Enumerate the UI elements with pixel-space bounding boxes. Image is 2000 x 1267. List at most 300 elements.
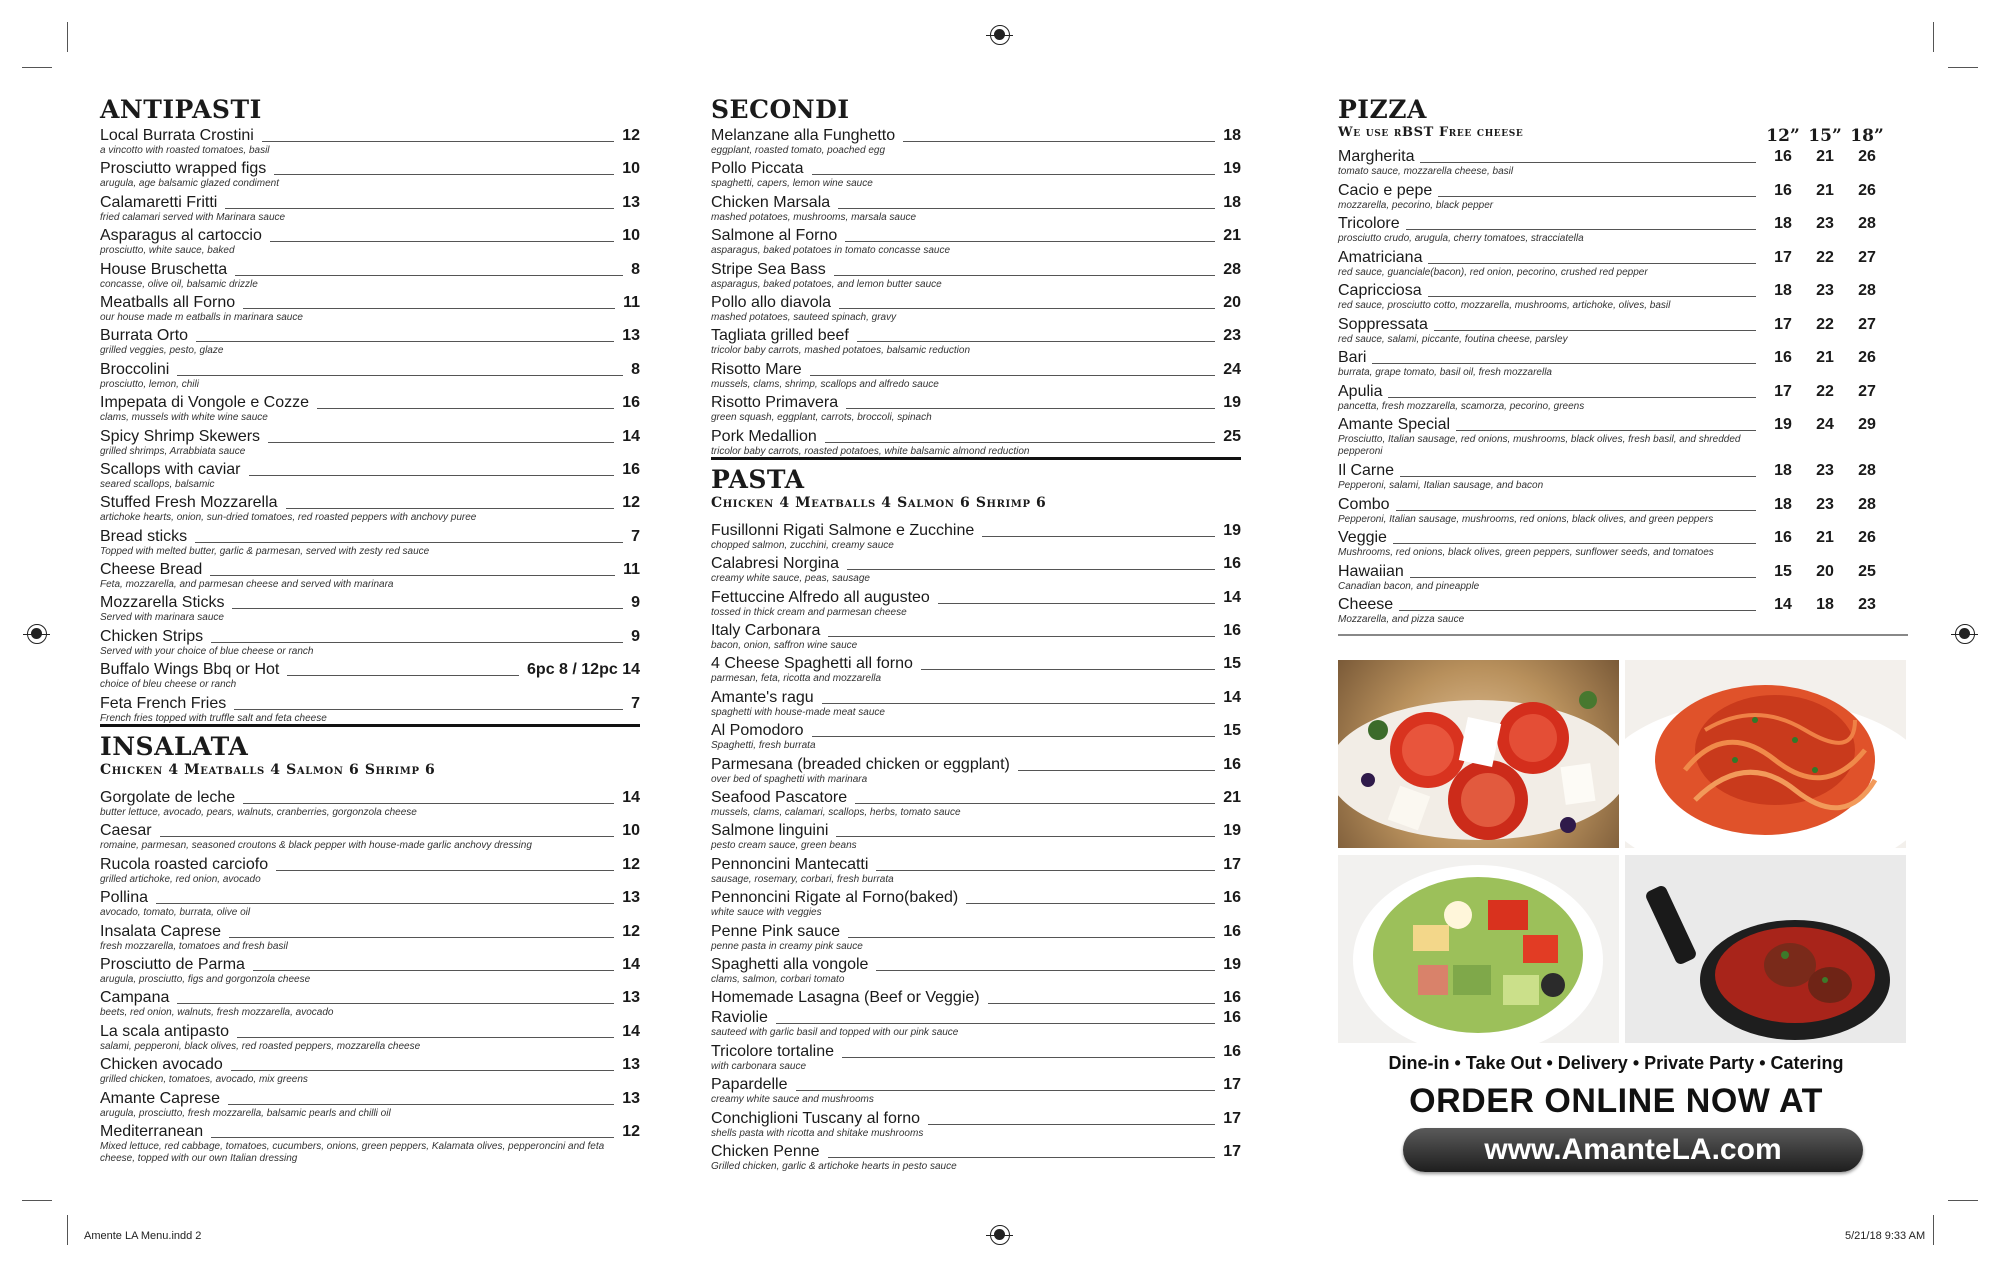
menu-item-description: bacon, onion, saffron wine sauce	[711, 640, 858, 652]
leader-line	[825, 442, 1215, 443]
menu-item-name: House Bruschetta	[100, 260, 228, 278]
menu-item-description: grilled artichoke, red onion, avocado	[100, 873, 261, 885]
pizza-item	[1338, 347, 1888, 381]
menu-item-description: penne pasta in creamy pink sauce	[711, 940, 863, 952]
menu-item-price: 19	[1223, 521, 1241, 539]
menu-item-description: a vincotto with roasted tomatoes, basil	[100, 145, 270, 156]
menu-item-description: with carbonara sauce	[711, 1060, 807, 1072]
menu-item-description: prosciutto, lemon, chili	[100, 378, 199, 390]
menu-item-description: mashed potatoes, mushrooms, marsala sauce	[711, 211, 917, 223]
menu-item-price: 14	[622, 427, 640, 445]
menu-item-name: Amante Caprese	[100, 1089, 221, 1107]
column-antipasti-insalata	[100, 95, 640, 1164]
pizza-price-large: 26	[1858, 349, 1876, 366]
leader-line	[1388, 397, 1756, 398]
pizza-item	[1338, 460, 1888, 494]
size-label-large: 18”	[1850, 126, 1884, 146]
pizza-price-large: 27	[1858, 382, 1876, 400]
leader-line	[1410, 577, 1756, 578]
menu-item-description: green squash, eggplant, carrots, broccoli, spinach	[711, 412, 932, 424]
pizza-price-medium: 21	[1816, 148, 1834, 165]
menu-item-description: grilled veggies, pesto, glaze	[100, 345, 224, 357]
menu-item-name: Prosciutto wrapped figs	[100, 160, 267, 178]
menu-item-description: asparagus, baked potatoes, and lemon butter sauce	[711, 278, 942, 290]
menu-item-name: Campana	[100, 989, 170, 1007]
menu-item-description: Served with your choice of blue cheese or ranch	[100, 645, 314, 657]
leader-line	[812, 736, 1216, 737]
menu-item-name: Penne Pink sauce	[711, 922, 840, 940]
menu-item-row	[100, 820, 640, 840]
menu-item-price: 12	[622, 855, 640, 873]
menu-item-description: clams, mussels with white wine sauce	[100, 412, 268, 424]
leader-line	[848, 937, 1215, 938]
leader-line	[237, 1037, 614, 1038]
menu-item-price: 18	[1223, 193, 1241, 211]
pizza-price-large: 28	[1858, 215, 1876, 232]
menu-item-description: butter lettuce, avocado, pears, walnuts, cranberries, gorgonzola cheese	[100, 807, 417, 819]
pizza-item-description: Mozzarella, and pizza sauce	[1338, 614, 1465, 625]
menu-item	[711, 653, 1241, 686]
antipasti-list	[100, 125, 640, 726]
menu-item-row	[711, 225, 1241, 245]
menu-item-name: Spicy Shrimp Skewers	[100, 427, 261, 445]
menu-item-price: 6pc 8 / 12pc 14	[527, 661, 640, 679]
menu-item-name: Al Pomodoro	[711, 722, 804, 740]
menu-item-row	[711, 653, 1241, 673]
leader-line	[1018, 770, 1215, 771]
menu-item-price: 16	[1223, 755, 1241, 773]
menu-item-name: Caesar	[100, 822, 152, 840]
pizza-price-medium: 24	[1816, 416, 1834, 433]
pizza-price-large: 28	[1858, 462, 1876, 479]
menu-item-name: Tricolore tortaline	[711, 1042, 835, 1060]
menu-item	[100, 392, 640, 425]
menu-item	[100, 125, 640, 158]
menu-item-name: Burrata Orto	[100, 327, 189, 345]
pizza-item-name: Amatriciana	[1338, 248, 1423, 266]
leader-line	[231, 1070, 614, 1071]
menu-item	[711, 426, 1241, 459]
menu-item	[100, 526, 640, 559]
pizza-item-description: tomato sauce, mozzarella cheese, basil	[1338, 166, 1514, 177]
menu-item-description: beets, red onion, walnuts, fresh mozzarella, avocado	[100, 1007, 334, 1019]
pizza-item-row	[1338, 347, 1888, 367]
menu-item-price: 15	[1223, 655, 1241, 673]
photo-spaghetti	[1625, 660, 1906, 848]
leader-line	[1428, 296, 1756, 297]
menu-item-row	[711, 720, 1241, 740]
pizza-item-row	[1338, 280, 1888, 300]
menu-item-row	[711, 887, 1241, 907]
menu-item-row	[100, 887, 640, 907]
menu-item	[711, 325, 1241, 358]
menu-item	[711, 1074, 1241, 1107]
menu-item-name: Fusillonni Rigati Salmone e Zucchine	[711, 521, 975, 539]
pizza-price-small: 17	[1774, 315, 1792, 333]
leader-line	[232, 608, 623, 609]
menu-item-price: 7	[631, 527, 640, 545]
pizza-price-large: 27	[1858, 248, 1876, 266]
pizza-item-description: red sauce, prosciutto cotto, mozzarella, mushrooms, artichoke, olives, basil	[1338, 300, 1671, 311]
menu-item-price: 13	[622, 193, 640, 211]
menu-item-name: Prosciutto de Parma	[100, 955, 245, 973]
menu-item	[711, 158, 1241, 191]
menu-item-price: 12	[622, 922, 640, 940]
leader-line	[857, 341, 1215, 342]
menu-item-description: shells pasta with ricotta and shitake mushrooms	[711, 1127, 924, 1139]
pizza-item-row	[1338, 247, 1888, 267]
menu-item-row	[100, 854, 640, 874]
menu-item-row	[100, 693, 640, 713]
leader-line	[243, 803, 614, 804]
menu-item	[100, 192, 640, 225]
menu-item-row	[711, 687, 1241, 707]
pizza-price-small: 18	[1774, 215, 1792, 232]
menu-item-name: Pollo allo diavola	[711, 293, 832, 311]
pizza-item-name: Combo	[1338, 495, 1390, 513]
menu-item-description: mussels, clams, shrimp, scallops and alfredo sauce	[711, 378, 939, 390]
menu-item-description: prosciutto, white sauce, baked	[100, 245, 235, 257]
menu-item	[711, 887, 1241, 920]
pizza-price-small: 18	[1774, 495, 1792, 513]
menu-item	[100, 987, 640, 1020]
menu-item-name: Homemade Lasagna (Beef or Veggie)	[711, 989, 980, 1007]
leader-line	[1420, 162, 1756, 163]
menu-item-price: 12	[622, 127, 640, 144]
menu-item-description: romaine, parmesan, seasoned croutons & black pepper with house-made garlic anchovy dressing	[100, 840, 532, 852]
menu-item-price: 14	[622, 955, 640, 973]
menu-item-price: 17	[1223, 1142, 1241, 1160]
menu-item	[711, 225, 1241, 258]
menu-item-row	[711, 921, 1241, 941]
menu-item-row	[100, 1088, 640, 1108]
menu-item-description: spaghetti, capers, lemon wine sauce	[711, 178, 873, 190]
menu-item-price: 16	[622, 394, 640, 412]
leader-line	[177, 375, 623, 376]
menu-item-price: 23	[1223, 327, 1241, 345]
leader-line	[845, 241, 1215, 242]
menu-item-description: Spaghetti, fresh burrata	[711, 740, 816, 752]
menu-item-row	[100, 559, 640, 579]
menu-item-row	[711, 587, 1241, 607]
website-url-link[interactable]: www.AmanteLA.com	[1403, 1128, 1863, 1172]
menu-item-description: spaghetti with house-made meat sauce	[711, 706, 885, 718]
pizza-price-small: 16	[1774, 349, 1792, 366]
leader-line	[796, 1090, 1216, 1091]
leader-line	[834, 275, 1215, 276]
menu-item-row	[711, 520, 1241, 540]
menu-item-price: 25	[1223, 427, 1241, 445]
menu-item-name: Bread sticks	[100, 527, 188, 545]
pizza-item-description: pancetta, fresh mozzarella, scamorza, pecorino, greens	[1338, 400, 1585, 412]
menu-item-price: 13	[622, 889, 640, 907]
menu-item-name: Asparagus al cartoccio	[100, 227, 262, 245]
menu-item-row	[711, 426, 1241, 446]
menu-item	[100, 693, 640, 726]
menu-item-row	[100, 459, 640, 479]
menu-item	[711, 125, 1241, 158]
size-label-small: 12”	[1766, 126, 1800, 146]
services-line: Dine-in • Take Out • Delivery • Private Party • Catering	[1388, 1053, 1844, 1073]
leader-line	[1393, 543, 1756, 544]
menu-item-row	[100, 259, 640, 279]
menu-item-price: 11	[623, 561, 640, 579]
pizza-price-medium: 21	[1816, 181, 1834, 199]
pizza-price-medium: 20	[1816, 562, 1834, 580]
menu-item-description: sausage, rosemary, corbari, fresh burrata	[711, 873, 894, 885]
menu-item-name: Feta French Fries	[100, 694, 227, 712]
pizza-price-small: 19	[1774, 416, 1792, 433]
pizza-item-row	[1338, 381, 1888, 401]
pizza-item-row	[1338, 180, 1888, 200]
menu-item-price: 13	[622, 1089, 640, 1107]
pizza-item-name: Hawaiian	[1338, 562, 1404, 580]
photo-chopped-salad	[1338, 855, 1619, 1043]
menu-item-row	[100, 325, 640, 345]
menu-item-description: creamy white sauce and mushrooms	[711, 1094, 874, 1106]
menu-item-price: 16	[1223, 1009, 1241, 1027]
menu-item	[711, 587, 1241, 620]
menu-item-price: 16	[1223, 989, 1241, 1007]
pizza-price-small: 15	[1774, 562, 1792, 580]
menu-item-name: Pollina	[100, 889, 149, 907]
pizza-item-row	[1338, 414, 1888, 434]
menu-item	[711, 520, 1241, 553]
pizza-item-description: Pepperoni, salami, Italian sausage, and bacon	[1338, 480, 1544, 491]
pizza-price-large: 27	[1858, 315, 1876, 333]
pizza-price-large: 26	[1858, 181, 1876, 199]
menu-item-price: 10	[622, 227, 640, 245]
pasta-list	[711, 520, 1241, 1174]
registration-mark-icon	[990, 1225, 1010, 1245]
leader-line	[270, 241, 614, 242]
photo-meatball-skillet	[1625, 855, 1906, 1043]
menu-item-row	[100, 292, 640, 312]
menu-item-name: Spaghetti alla vongole	[711, 955, 869, 973]
insalata-list	[100, 787, 640, 1164]
pizza-item-row	[1338, 460, 1888, 480]
menu-item	[711, 553, 1241, 586]
menu-item-price: 9	[631, 627, 640, 645]
menu-item-price: 10	[622, 822, 640, 840]
menu-item	[711, 392, 1241, 425]
leader-line	[838, 208, 1215, 209]
menu-item-description: eggplant, roasted tomato, poached egg	[711, 145, 886, 156]
pizza-price-small: 17	[1774, 248, 1792, 266]
menu-item	[711, 1041, 1241, 1074]
leader-line	[225, 208, 614, 209]
menu-item-row	[100, 954, 640, 974]
menu-item-name: Gorgolate de leche	[100, 789, 236, 807]
menu-item-description: clams, salmon, corbari tomato	[711, 973, 845, 985]
menu-item-row	[100, 626, 640, 646]
leader-line	[1456, 430, 1756, 431]
section-title-secondi: SECONDI	[711, 95, 850, 124]
menu-item-name: Pollo Piccata	[711, 160, 804, 178]
menu-item-row	[100, 125, 640, 145]
menu-item-price: 24	[1223, 360, 1241, 378]
section-subtitle-insalata: Chicken 4 Meatballs 4 Salmon 6 Shrimp 6	[100, 762, 436, 779]
menu-item-name: La scala antipasto	[100, 1022, 229, 1040]
photo-caprese-salad	[1338, 660, 1619, 848]
pizza-item-description: Prosciutto, Italian sausage, red onions, mushrooms, black olives, fresh basil, and shredded pepperoni	[1338, 434, 1741, 457]
menu-item	[100, 854, 640, 887]
menu-item-description: fresh mozzarella, tomatoes and fresh basil	[100, 940, 288, 952]
leader-line	[1428, 263, 1756, 264]
menu-item-name: Mozzarella Sticks	[100, 594, 225, 612]
pizza-item-name: Cheese	[1338, 596, 1394, 613]
menu-item-description: seared scallops, balsamic	[100, 478, 215, 490]
pizza-price-large: 26	[1858, 529, 1876, 546]
menu-item-description: sauteed with garlic basil and topped with our pink sauce	[711, 1027, 959, 1039]
menu-item-name: Stuffed Fresh Mozzarella	[100, 494, 278, 512]
menu-item-name: Local Burrata Crostini	[100, 127, 254, 144]
meatball-skillet-illustration	[1625, 855, 1906, 1043]
pizza-item-row	[1338, 594, 1888, 614]
leader-line	[855, 803, 1215, 804]
menu-item-row	[100, 392, 640, 412]
menu-item-price: 16	[1223, 889, 1241, 907]
registration-mark-icon	[1955, 624, 1975, 644]
menu-item-description: artichoke hearts, onion, sun-dried tomatoes, red roasted peppers with anchovy puree	[100, 512, 477, 524]
menu-item-row	[711, 1141, 1241, 1161]
menu-item-description: white sauce with veggies	[711, 907, 822, 919]
leader-line	[286, 508, 615, 509]
menu-item-name: Salmone al Forno	[711, 227, 838, 245]
leader-line	[1434, 330, 1756, 331]
menu-item-price: 16	[1223, 622, 1241, 640]
section-subtitle-pizza: We use rBST Free cheese	[1338, 125, 1524, 140]
pizza-header	[1338, 96, 1888, 146]
menu-item-price: 17	[1223, 855, 1241, 873]
pizza-item-name: Tricolore	[1338, 215, 1400, 232]
menu-item	[100, 921, 640, 954]
leader-line	[828, 636, 1215, 637]
menu-item-description: tricolor baby carrots, mashed potatoes, balsamic reduction	[711, 345, 971, 357]
crop-mark	[1933, 1215, 1934, 1245]
menu-item-price: 8	[631, 260, 640, 278]
leader-line	[196, 341, 614, 342]
leader-line	[836, 836, 1215, 837]
section-divider	[1338, 634, 1908, 636]
menu-item-row	[711, 292, 1241, 312]
menu-item	[711, 192, 1241, 225]
menu-item-row	[711, 987, 1241, 1007]
leader-line	[839, 308, 1215, 309]
pizza-price-small: 18	[1774, 462, 1792, 479]
menu-item-row	[100, 987, 640, 1007]
leader-line	[812, 174, 1216, 175]
menu-item-name: Raviolie	[711, 1009, 768, 1027]
menu-item-name: Conchiglioni Tuscany al forno	[711, 1109, 921, 1127]
menu-item-price: 16	[1223, 922, 1241, 940]
section-subtitle-pasta: Chicken 4 Meatballs 4 Salmon 6 Shrimp 6	[711, 494, 1047, 511]
leader-line	[903, 141, 1215, 142]
menu-item	[711, 787, 1241, 820]
pizza-item	[1338, 280, 1888, 314]
menu-item	[711, 687, 1241, 720]
pizza-item-name: Il Carne	[1338, 462, 1395, 479]
menu-item-row	[711, 754, 1241, 774]
menu-item-name: Calamaretti Fritti	[100, 193, 218, 211]
leader-line	[982, 536, 1215, 537]
leader-line	[268, 442, 614, 443]
menu-item-row	[100, 359, 640, 379]
menu-item	[100, 1054, 640, 1087]
pizza-size-labels	[1762, 126, 1888, 146]
crop-mark	[1933, 22, 1934, 52]
leader-line	[274, 174, 614, 175]
menu-item-price: 16	[1223, 555, 1241, 573]
menu-item-description: salami, pepperoni, black olives, red roasted peppers, mozzarella cheese	[100, 1040, 421, 1052]
menu-item-name: Pennoncini Mantecatti	[711, 855, 869, 873]
menu-item	[100, 820, 640, 853]
menu-item-row	[100, 192, 640, 212]
menu-item-price: 14	[1223, 588, 1241, 606]
menu-item-description: our house made m eatballs in marinara sauce	[100, 311, 303, 323]
menu-item-price: 19	[1223, 160, 1241, 178]
pizza-price-medium: 18	[1816, 596, 1834, 613]
menu-item-price: 15	[1223, 722, 1241, 740]
menu-item	[711, 1108, 1241, 1141]
pizza-price-large: 25	[1858, 562, 1876, 580]
menu-item	[711, 987, 1241, 1007]
menu-item-price: 17	[1223, 1109, 1241, 1127]
menu-item-price: 14	[622, 1022, 640, 1040]
menu-item-row	[711, 325, 1241, 345]
menu-item-row	[711, 125, 1241, 145]
leader-line	[938, 603, 1215, 604]
menu-item-price: 12	[622, 1122, 640, 1140]
pizza-item	[1338, 146, 1888, 180]
menu-item-row	[100, 787, 640, 807]
leader-line	[876, 970, 1215, 971]
menu-item	[100, 626, 640, 659]
menu-item	[100, 225, 640, 258]
leader-line	[287, 675, 519, 676]
pizza-item-name: Amante Special	[1338, 416, 1451, 433]
menu-item-row	[711, 787, 1241, 807]
menu-item-description: choice of bleu cheese or ranch	[100, 679, 237, 691]
menu-item-price: 11	[623, 293, 640, 311]
menu-item-name: Buffalo Wings Bbq or Hot	[100, 661, 280, 679]
pizza-price-medium: 22	[1816, 315, 1834, 333]
pizza-price-medium: 21	[1816, 349, 1834, 366]
leader-line	[249, 475, 615, 476]
menu-item-description: pesto cream sauce, green beans	[711, 840, 857, 852]
menu-item-name: Tagliata grilled beef	[711, 327, 849, 345]
menu-item-row	[100, 1121, 640, 1141]
pizza-price-large: 28	[1858, 495, 1876, 513]
leader-line	[211, 1137, 614, 1138]
pizza-item-name: Veggie	[1338, 529, 1387, 546]
menu-item-description: tricolor baby carrots, roasted potatoes, white balsamic almond reduction	[711, 445, 1030, 457]
pizza-item-description: prosciutto crudo, arugula, cherry tomatoes, stracciatella	[1338, 233, 1584, 244]
leader-line	[317, 408, 614, 409]
menu-item-description: Feta, mozzarella, and parmesan cheese and served with marinara	[100, 579, 394, 591]
menu-item-name: Calabresi Norgina	[711, 555, 840, 573]
menu-item-row	[711, 392, 1241, 412]
leader-line	[921, 669, 1215, 670]
menu-item-row	[100, 659, 640, 679]
leader-line	[210, 575, 615, 576]
menu-item-price: 7	[631, 694, 640, 712]
menu-item-price: 20	[1223, 293, 1241, 311]
pizza-price-small: 14	[1774, 596, 1792, 613]
pizza-item-row	[1338, 494, 1888, 514]
registration-mark-icon	[990, 25, 1010, 45]
pizza-price-medium: 22	[1816, 382, 1834, 400]
